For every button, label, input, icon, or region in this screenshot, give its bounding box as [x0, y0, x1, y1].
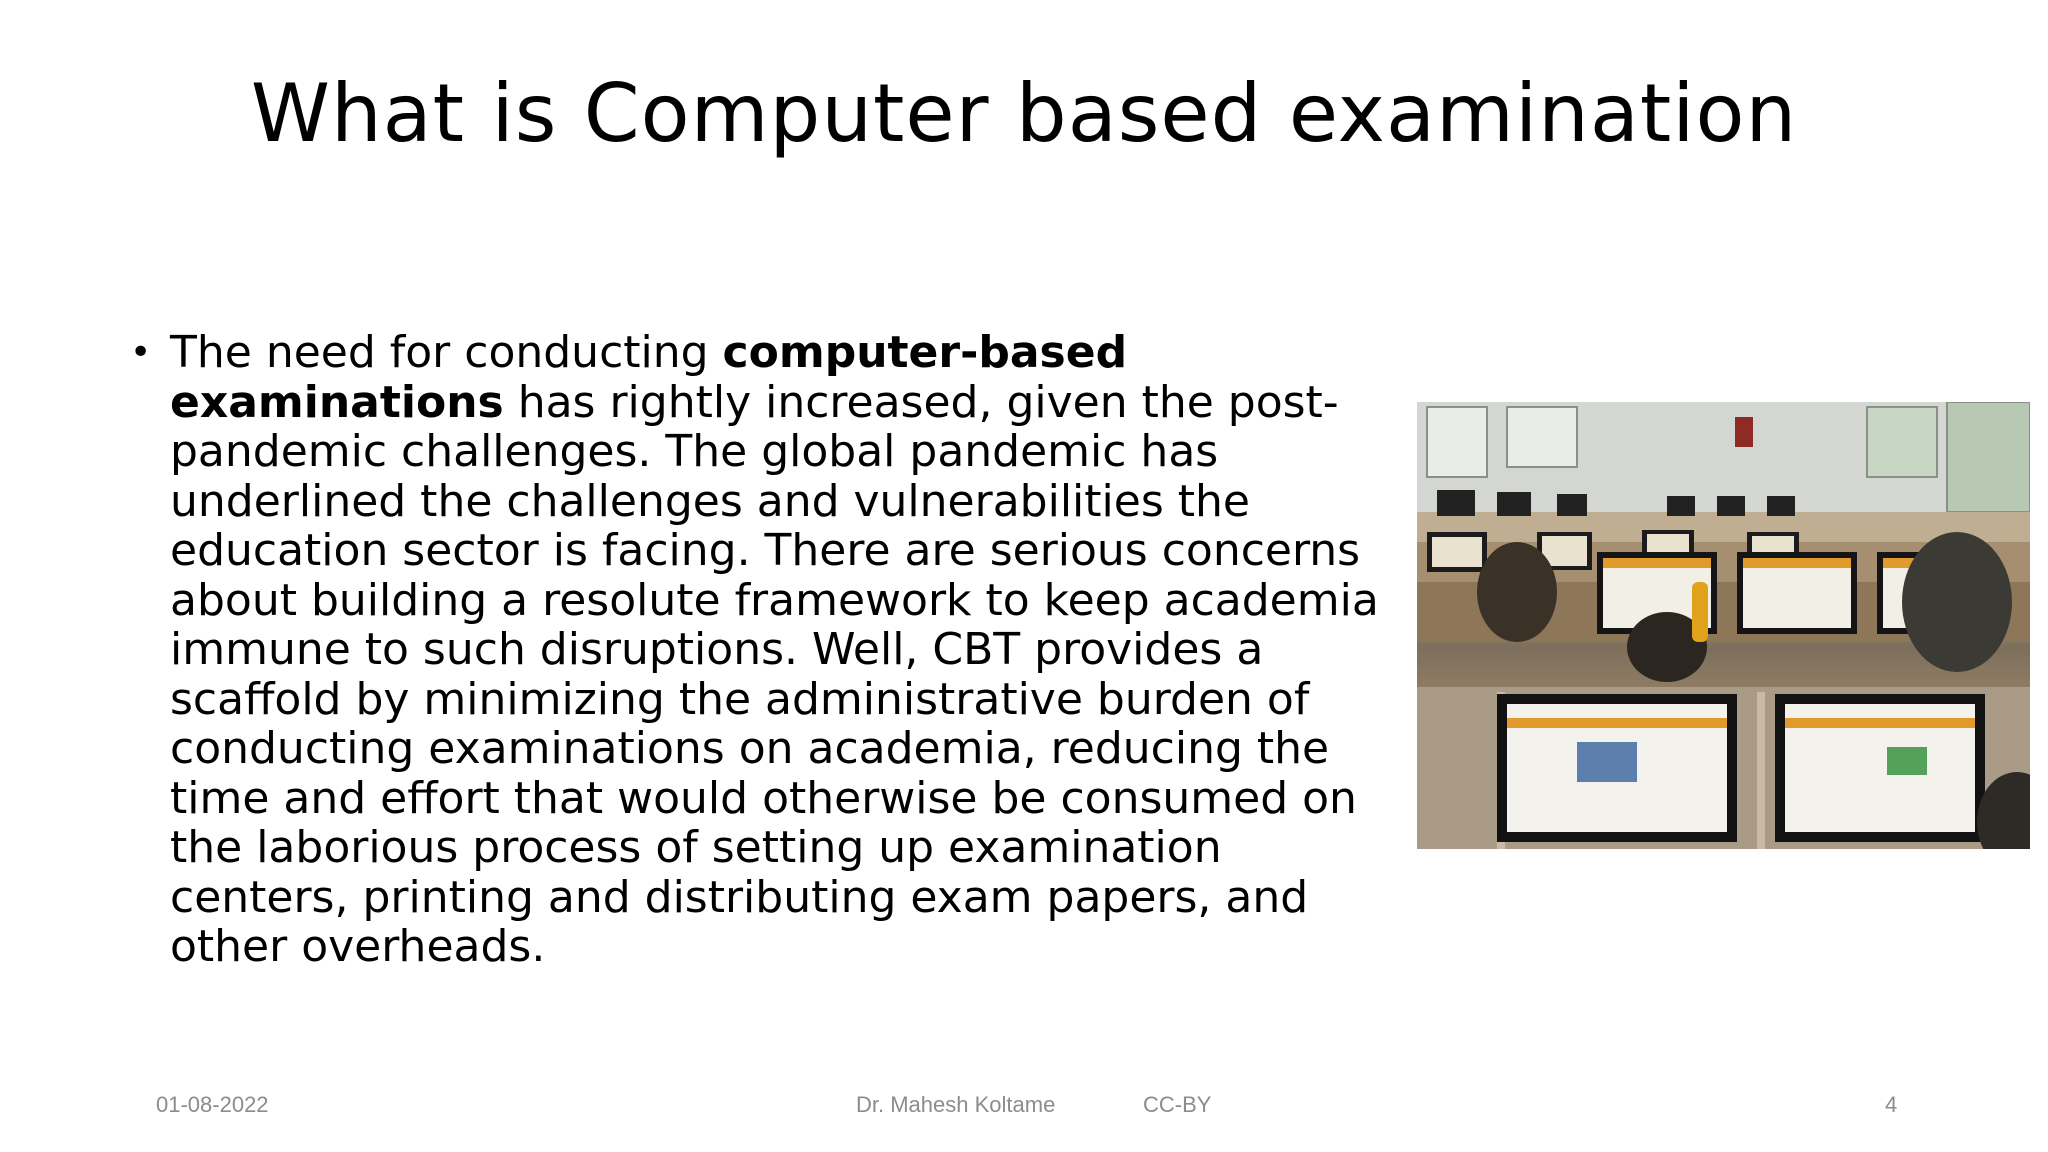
body-text-bold-2: examinations — [170, 376, 504, 428]
footer-license: CC-BY — [1143, 1092, 1212, 1117]
footer-date: 01-08-2022 — [156, 1092, 269, 1117]
bullet-item — [130, 328, 1392, 972]
photo-computer-exam-hall-icon — [1417, 402, 2030, 849]
body-text-rest: has rightly increased, given the post-pandemic challenges. The global pandemic has underlined the challenges and vulnerabilities the education sector is facing. There are serious concerns about building a resolute framework to keep academia immune to such disruptions. Well, CBT provides a scaffold by minimizing the administrative burden of conducting examinations on academia, reducing the time and effort that would otherwise be consumed on the laborious process of setting up examination centers, printing and distributing exam papers, and other overheads. — [170, 376, 1379, 972]
exam-hall-photo — [1417, 402, 2030, 849]
bullet-marker: • — [130, 332, 152, 373]
body-text-bold-1: computer-based — [722, 327, 1128, 378]
body-text-lead: The need for conducting — [170, 327, 723, 378]
bullet-list — [130, 328, 1392, 972]
footer-author: Dr. Mahesh Koltame — [856, 1092, 1056, 1117]
slide-title: What is Computer based examination — [250, 67, 1798, 160]
footer-page-number: 4 — [1885, 1092, 1898, 1117]
